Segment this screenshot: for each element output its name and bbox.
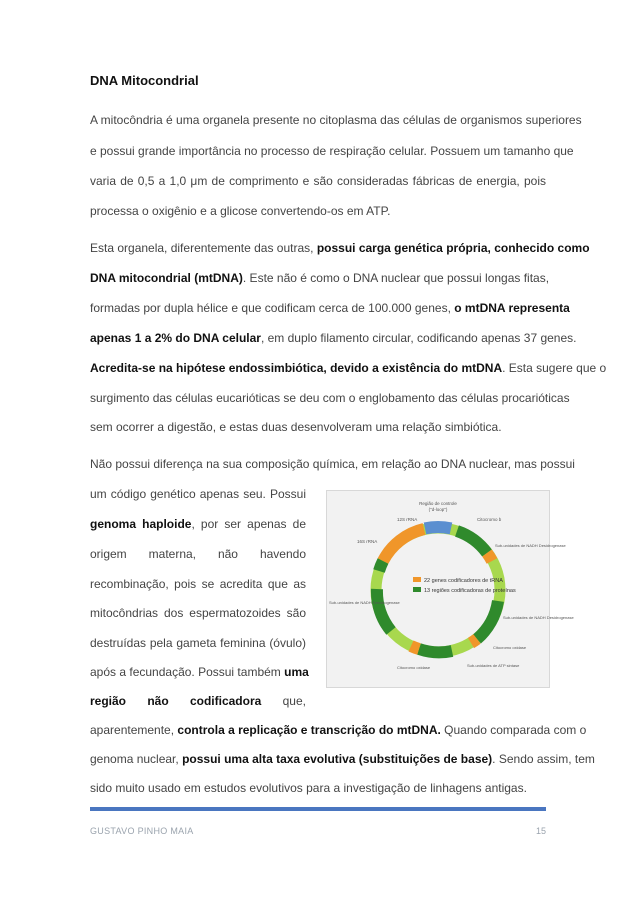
legend-protein: 13 regiões codificadoras de proteínas <box>424 588 516 594</box>
trna-tick <box>411 646 419 649</box>
paragraph-line: DNA mitocondrial (mtDNA). Este não é como o DNA nuclear que possui longas fitas, <box>90 271 550 285</box>
highlight: possui carga genética própria, conhecido como <box>316 241 590 255</box>
paragraph-line: aparentemente, controla a replicação e transcrição do mtDNA. Quando comparada com o <box>90 723 587 737</box>
highlight: região não codificadora <box>90 694 262 708</box>
label-oxidase-right: Citocromo oxidase <box>493 645 527 650</box>
paragraph-line: genoma nuclear, possui uma alta taxa evolutiva (substituições de base). Sendo assim, tem <box>90 752 595 766</box>
highlight: controla a replicação e transcrição do mtDNA. <box>177 723 441 737</box>
highlight: uma <box>284 665 309 679</box>
label-nadh-right: Sub-unidades de NADH Desidrogenase <box>503 615 574 620</box>
footer-author: GUSTAVO PINHO MAIA <box>90 826 194 836</box>
highlight: o mtDNA representa <box>454 301 570 315</box>
paragraph-line: varia de 0,5 a 1,0 μm de comprimento e são consideradas fábricas de energia, pois <box>90 174 546 188</box>
paragraph-line: A mitocôndria é uma organela presente no citoplasma das células de organismos superiores <box>90 113 582 127</box>
highlight: possui uma alta taxa evolutiva (substituições de base) <box>182 752 493 766</box>
label-nadh-left: Sub-unidades de NADH Desidrogenase <box>329 600 400 605</box>
paragraph-line: genoma haploide, por ser apenas de <box>90 517 306 531</box>
highlight: genoma haploide <box>90 517 192 531</box>
label-nadh-top: Sub-unidades de NADH Desidrogenase <box>495 543 566 548</box>
paragraph-line: Acredita-se na hipótese endossimbiótica, devido a existência do mtDNA. Esta sugere que o <box>90 361 607 375</box>
highlight: apenas 1 a 2% do DNA celular <box>90 331 261 345</box>
page-number: 15 <box>535 826 546 836</box>
control-region-arc <box>425 527 451 528</box>
legend-swatch-trna <box>413 577 421 582</box>
paragraph-line: sem ocorrer a digestão, e estas duas desenvolveram uma relação simbiótica. <box>90 420 502 434</box>
label-12s-rrna: 12S rRNA <box>397 517 418 522</box>
mtdna-circle-diagram <box>327 491 574 687</box>
section-title: DNA Mitocondrial <box>90 73 199 88</box>
trna-tick <box>487 553 492 561</box>
protein-arc <box>379 561 383 571</box>
paragraph-line: região não codificadora que, <box>90 694 306 708</box>
protein-arc <box>419 649 452 652</box>
paragraph-line: processa o oxigênio e a glicose convertendo-os em ATP. <box>90 204 391 218</box>
label-oxidase-bottom: Citocromo oxidase <box>397 665 431 670</box>
paragraph-line: recombinação, pois se acredita que as <box>90 577 306 591</box>
paragraph-line: Não possui diferença na sua composição química, em relação ao DNA nuclear, mas possui <box>90 457 575 471</box>
paragraph-line: formadas por dupla hélice e que codificam cerca de 100.000 genes, o mtDNA representa <box>90 301 570 315</box>
legend-trna: 22 genes codificadores de tRNA <box>424 578 503 584</box>
highlight: Acredita-se na hipótese endossimbiótica, devido a existência do mtDNA <box>90 361 503 375</box>
trna-tick <box>471 639 477 643</box>
paragraph-line: destruídas pela gameta feminina (óvulo) <box>90 636 306 650</box>
protein-arc <box>457 531 487 553</box>
protein-arc <box>477 601 498 639</box>
label-control-region: Região de controle <box>419 501 457 506</box>
paragraph-line: Esta organela, diferentemente das outras, possui carga genética própria, conhecido como <box>90 241 590 255</box>
protein-arc <box>377 589 391 631</box>
footer-bar <box>90 807 546 811</box>
paragraph-line: e possui grande importância no processo de respiração celular. Possuem um tamanho que <box>90 144 574 158</box>
paragraph-line: origem materna, não havendo <box>90 547 306 561</box>
paragraph-line: após a fecundação. Possui também uma <box>90 665 309 679</box>
highlight: DNA mitocondrial (mtDNA) <box>90 271 243 285</box>
legend-swatch-protein <box>413 587 421 592</box>
mtdna-figure <box>326 490 574 688</box>
label-d-loop: ("d-loop") <box>428 507 448 512</box>
paragraph-line: sido muito usado em estudos evolutivos para a investigação de linhagens antigas. <box>90 781 527 795</box>
paragraph-line: surgimento das células eucarióticas se deu com o englobamento das células procarióticas <box>90 391 570 405</box>
label-cytb: Citocromo b <box>477 517 502 522</box>
paragraph-line: apenas 1 a 2% do DNA celular, em duplo filamento circular, codificando apenas 37 genes. <box>90 331 577 345</box>
paragraph-line: um código genético apenas seu. Possui <box>90 487 306 501</box>
paragraph-line: mitocôndrias dos espermatozoides são <box>90 606 306 620</box>
rrna-arc <box>383 529 424 561</box>
label-atp: Sub-unidades de ATP sintase <box>467 663 520 668</box>
label-16s-rrna: 16S rRNA <box>357 539 378 544</box>
